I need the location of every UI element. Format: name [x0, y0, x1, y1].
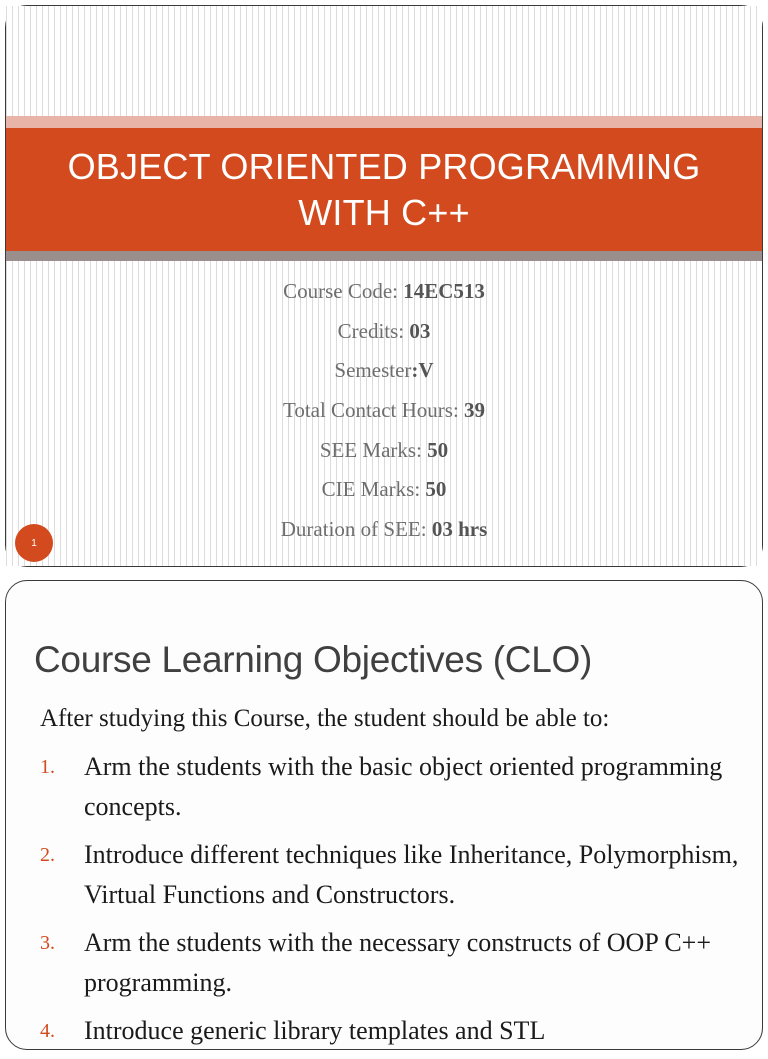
- course-code-row: [6, 272, 762, 312]
- credits-value: 03: [409, 318, 431, 343]
- see-marks-row: [6, 431, 762, 471]
- list-item: [40, 923, 740, 1003]
- title-band-top-accent: [6, 116, 762, 128]
- contact-hours-row: [6, 391, 762, 431]
- title-band-bottom-accent: [6, 251, 762, 261]
- list-item-text: Arm the students with the necessary constructs of OOP C++ programming.: [84, 928, 711, 997]
- credits-label: Credits:: [337, 318, 410, 343]
- semester-value: :V: [411, 358, 434, 383]
- contact-hours-value: 39: [464, 398, 486, 423]
- see-duration-row: [6, 510, 762, 550]
- course-code-value: 14EC513: [403, 279, 485, 303]
- clo-heading: Course Learning Objectives (CLO): [34, 639, 592, 680]
- see-duration-label: Duration of SEE:: [280, 517, 432, 542]
- semester-row: [6, 351, 762, 391]
- list-item-number: 3.: [40, 932, 55, 954]
- semester-label: Semester: [334, 358, 412, 383]
- cie-marks-row: [6, 470, 762, 510]
- list-item-number: 4.: [40, 1020, 55, 1042]
- see-marks-label: SEE Marks:: [319, 437, 428, 462]
- list-item: [40, 1011, 740, 1051]
- list-item-number: 1.: [40, 756, 55, 778]
- list-item-text: Arm the students with the basic object oriented programming concepts.: [84, 752, 723, 821]
- contact-hours-label: Total Contact Hours:: [282, 398, 465, 423]
- slide-title-line-1: OBJECT ORIENTED PROGRAMMING: [67, 145, 701, 187]
- course-code-label: Course Code:: [283, 279, 404, 303]
- cie-marks-value: 50: [425, 477, 447, 502]
- page-number-badge: 1: [15, 524, 53, 562]
- course-info-list: [6, 272, 762, 550]
- see-duration-value: 03 hrs: [431, 517, 488, 542]
- list-item-number: 2.: [40, 844, 55, 866]
- slide-title: [68, 144, 701, 236]
- clo-list: [40, 747, 740, 1059]
- list-item-text: Introduce generic library templates and STL: [84, 1016, 546, 1045]
- list-item-text: Introduce different techniques like Inheritance, Polymorphism, Virtual Functions and Constructors.: [84, 840, 739, 909]
- title-band: [6, 128, 762, 251]
- credits-row: [6, 312, 762, 352]
- see-marks-value: 50: [427, 437, 449, 462]
- list-item: [40, 747, 740, 827]
- title-slide: [5, 5, 763, 567]
- list-item: [40, 835, 740, 915]
- clo-slide: [5, 580, 763, 1050]
- slide-title-line-2: WITH C++: [298, 191, 470, 233]
- clo-intro: After studying this Course, the student should be able to:: [40, 705, 610, 732]
- cie-marks-label: CIE Marks:: [321, 477, 426, 502]
